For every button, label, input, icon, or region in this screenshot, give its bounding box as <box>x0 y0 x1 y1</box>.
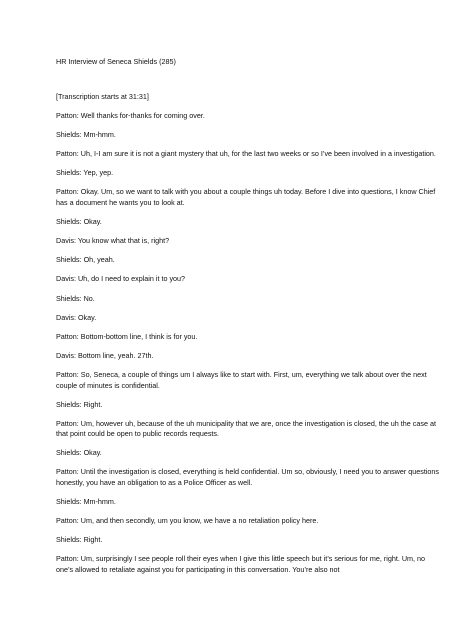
transcript-line: Davis: You know what that is, right? <box>56 236 170 246</box>
transcript-line: Patton: Until the investigation is closed, everything is held confidential. Um so, obviously, I need you to answer questions honestly, you have an obligation to as a Police Officer as well. <box>56 467 440 488</box>
transcript-line: Shields: Yep, yep. <box>56 168 114 178</box>
transcript-line: Davis: Bottom line, yeah. 27th. <box>56 350 154 360</box>
transcript-line: Davis: Uh, do I need to explain it to you? <box>56 274 186 284</box>
transcript-line: Patton: So, Seneca, a couple of things um I always like to start with. First, um, everything we talk about over the next couple of minutes is confidential. <box>56 369 427 390</box>
transcript-line: Patton: Well thanks for-thanks for coming over. <box>56 111 205 121</box>
transcript-line: [Transcription starts at 31:31] <box>56 92 149 101</box>
transcript-line: Shields: Mm-hmm. <box>56 497 116 507</box>
transcript-line: Shields: Okay. <box>56 217 102 227</box>
transcript-line: Shields: No. <box>56 293 95 303</box>
transcript-line: Shields: Mm-hmm. <box>56 130 116 140</box>
transcript-line: Patton: Um, and then secondly, um you know, we have a no retaliation policy here. <box>56 516 319 526</box>
transcript-line: Patton: Okay. Um, so we want to talk with you about a couple things uh today. Before I dive into questions, I know Chief has a document he wants you to look at. <box>56 187 436 208</box>
transcript-line: Patton: Um, however uh, because of the uh municipality that we are, once the investigation is closed, the uh the case at that point could be open to public records requests. <box>56 418 436 439</box>
document-title: HR Interview of Seneca Shields (285) <box>56 57 176 66</box>
transcript-line: Shields: Right. <box>56 535 103 545</box>
transcript-body <box>56 92 441 584</box>
transcript-line: Shields: Oh, yeah. <box>56 255 115 265</box>
transcript-line: Patton: Bottom-bottom line, I think is for you. <box>56 331 198 341</box>
transcript-line: Davis: Okay. <box>56 312 97 322</box>
transcript-line: Shields: Right. <box>56 399 103 409</box>
transcript-line: Patton: Um, surprisingly I see people roll their eyes when I give this little speech but it’s serious for me, right. Um, no one’s allowed to retaliate against you for participating in this conversation. You’re also not <box>56 554 425 575</box>
transcript-line: Patton: Uh, I-I am sure it is not a giant mystery that uh, for the last two weeks or so I’ve been involved in a investigation. <box>56 149 436 159</box>
transcript-line: Shields: Okay. <box>56 448 102 458</box>
